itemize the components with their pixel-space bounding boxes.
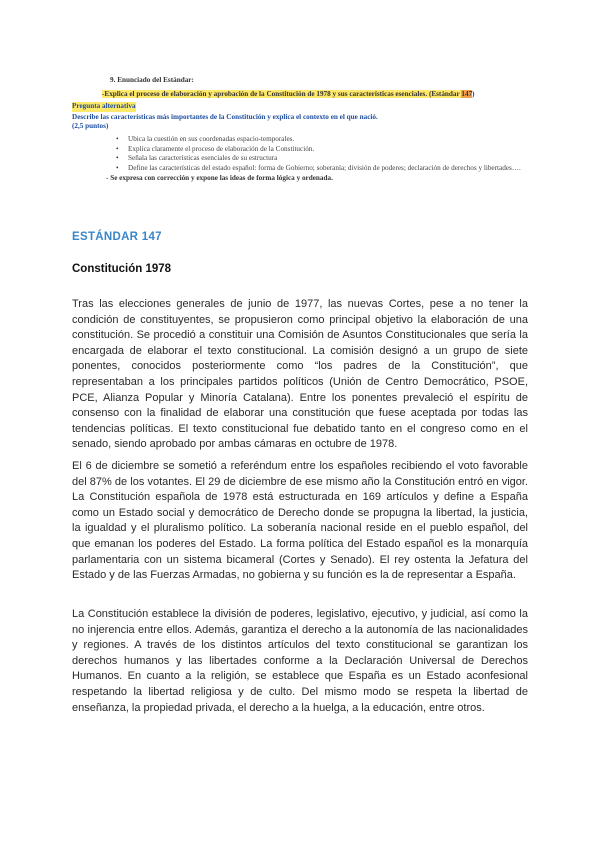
expression-criterion: - Se expresa con corrección y expone las ideas de forma lógica y ordenada. <box>106 174 333 183</box>
standard-heading: 9. Enunciado del Estándar: <box>110 76 194 84</box>
paragraph: La Constitución establece la división de poderes, legislativo, ejecutivo, y judicial, así como la no injerencia entre ellos. Además, garantiza el derecho a la autonomía de las nacionalidades y regiones. A través de los distintos artículos del texto constitucional se garantizan los derechos humanos y las libertades conforme a la Declaración Universal de Derechos Humanos. En cuanto a la religión, se establece que España es un Estado aconfesional respetando la libertad religiosa y de culto. Del mismo modo se respeta la libertad de enseñanza, la propiedad privada, el derecho a la huelga, a la educación, entre otros. <box>72 608 528 714</box>
criteria-item: • Ubica la cuestión en sus coordenadas espacio-temporales. <box>128 135 532 145</box>
criteria-list <box>72 135 532 173</box>
criteria-item: • Define las características del estado español: forma de Gobierno; soberanía; división de poderes; declaración de derechos y libertades…. <box>128 164 532 174</box>
criteria-item: • Señala las características esenciales de su estructura <box>128 154 532 164</box>
criteria-item: • Explica claramente el proceso de elaboración de la Constitución. <box>128 145 532 155</box>
scanned-standard-box <box>72 76 532 184</box>
paragraph: El 6 de diciembre se sometió a referéndum entre los españoles recibiendo el voto favorable del 87% de los votantes. El 29 de diciembre de ese mismo año la Constitución entró en vigor. La Constitución española de 1978 está estructurada en 169 artículos y define a España como un Estado social y democrático de Derecho donde se propugna la libertad, la justicia, la igualdad y el pluralismo político. La soberanía nacional reside en el pueblo español, del que emanan los poderes del Estado. La forma política del Estado español es la monarquía parlamentaria con un sistema bicameral (Cortes y Senado). El rey ostenta la Jefatura del Estado y de las Fuerzas Armadas, no gobierna y su función es la de representar a España. <box>72 460 528 582</box>
alternative-label: Pregunta alternativa <box>72 102 136 111</box>
standard-statement <box>102 90 532 100</box>
statement-text: -Explica el proceso de elaboración y aprobación de la Constitución de 1978 y sus características esenciales. (Estándar <box>102 89 462 98</box>
statement-number: 147 <box>461 89 473 98</box>
alternative-question: Describe las características más importantes de la Constitución y explica el contexto en el que nació. <box>72 112 378 121</box>
document-title: Constitución 1978 <box>72 263 172 275</box>
paragraph: Tras las elecciones generales de junio de 1977, las nuevas Cortes, pese a no tener la condición de constituyentes, se propusieron como principal objetivo la elaboración de una constitución. Se procedió a constituir una Comisión de Asuntos Constitucionales que sería la encargada de elaborar el texto constitucional. La comisión designó a un grupo de siete ponentes, conocidos posteriormente como “los padres de la Constitución”, que representaban a los principales partidos políticos (Unión de Centro Democrático, PSOE, PCE, Alianza Popular y Minoría Catalana). Entre los ponentes prevaleció el espíritu de consenso con la finalidad de elaborar una constitución que fuese aceptada por todas las tendencias políticas. El texto constitucional fue debatido tanto en el congreso como en el senado, siendo aprobado por ambas cámaras en octubre de 1978. <box>72 298 528 451</box>
statement-close: ) <box>472 89 475 98</box>
standard-title: ESTÁNDAR 147 <box>72 231 162 243</box>
points-label: (2,5 puntos) <box>72 122 109 131</box>
